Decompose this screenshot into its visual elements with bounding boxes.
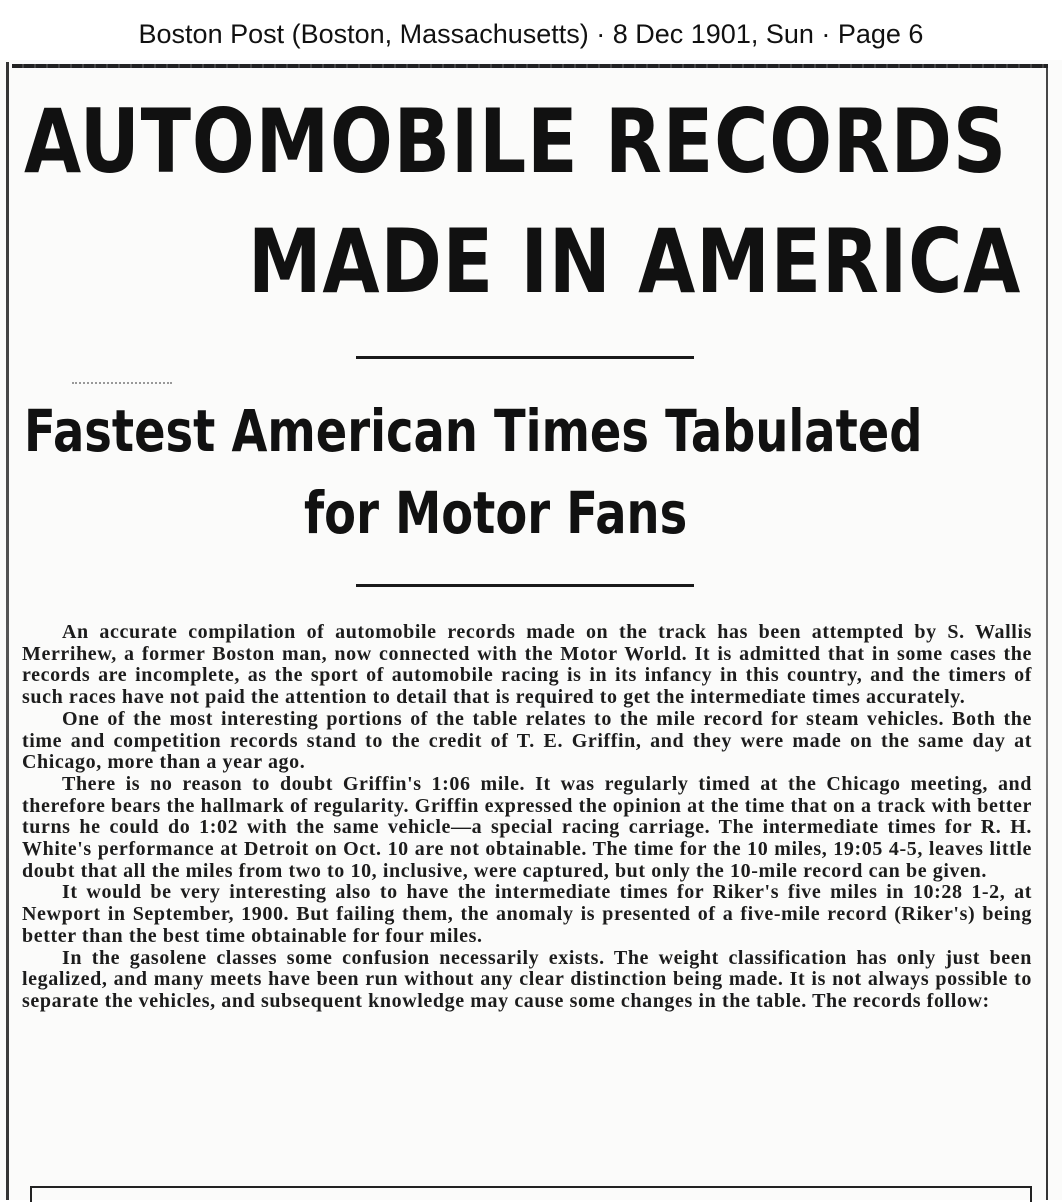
headline-line-1: AUTOMOBILE RECORDS <box>24 90 1007 193</box>
subheadline-line-2: for Motor Fans <box>304 479 688 547</box>
article-paragraph-5: In the gasolene classes some confusion necessarily exists. The weight classification has only just been legalized, and many meets have been run without any clear distinction being made. It is not always possible to separate the vehicles, and subsequent knowledge may cause some changes in the table. The records follow: <box>22 946 1032 1012</box>
column-rule-left <box>6 62 9 1200</box>
headline-divider <box>356 356 694 359</box>
subheadline-line-1: Fastest American Times Tabulated <box>24 397 923 465</box>
article-paragraph-1: An accurate compilation of automobile records made on the track has been attempted by S. Wallis Merrihew, a former Boston man, now connected with the Motor World. It is admitted that in some cases the records are incomplete, as the sport of automobile racing is in its infancy in this country, and the timers of such races have not paid the attention to detail that is required to get the intermediate times accurately. <box>22 621 1032 709</box>
top-rule <box>12 64 1048 68</box>
article-body <box>22 622 1032 1013</box>
article-paragraph-3: There is no reason to doubt Griffin's 1:06 mile. It was regularly timed at the Chicago meeting, and therefore bears the hallmark of regularity. Griffin expressed the opinion at the time that on a track with better turns he could do 1:02 with the same vehicle—a special racing carriage. The intermediate times for R. H. White's performance at Detroit on Oct. 10 are not obtainable. The time for the 10 miles, 19:05 4-5, leaves little doubt that all the miles from two to 10, inclusive, were captured, but only the 10-mile record can be given. <box>22 772 1032 882</box>
article-paragraph-4: It would be very interesting also to have the intermediate times for Riker's five miles in 10:28 1-2, at Newport in September, 1900. But failing them, the anomaly is presented of a five-mile record (Riker's) being better than the best time obtainable for four miles. <box>22 881 1032 947</box>
subheadline-divider <box>356 584 694 587</box>
decorative-dots <box>72 382 172 384</box>
headline-line-2: MADE IN AMERICA <box>248 210 1022 313</box>
article-paragraph-2: One of the most interesting portions of the table relates to the mile record for steam vehicles. Both the time and competition records stand to the credit of T. E. Griffin, and they were made on the same day at Chicago, more than a year ago. <box>22 707 1032 774</box>
page-citation: Boston Post (Boston, Massachusetts) · 8 Dec 1901, Sun · Page 6 <box>138 19 924 49</box>
